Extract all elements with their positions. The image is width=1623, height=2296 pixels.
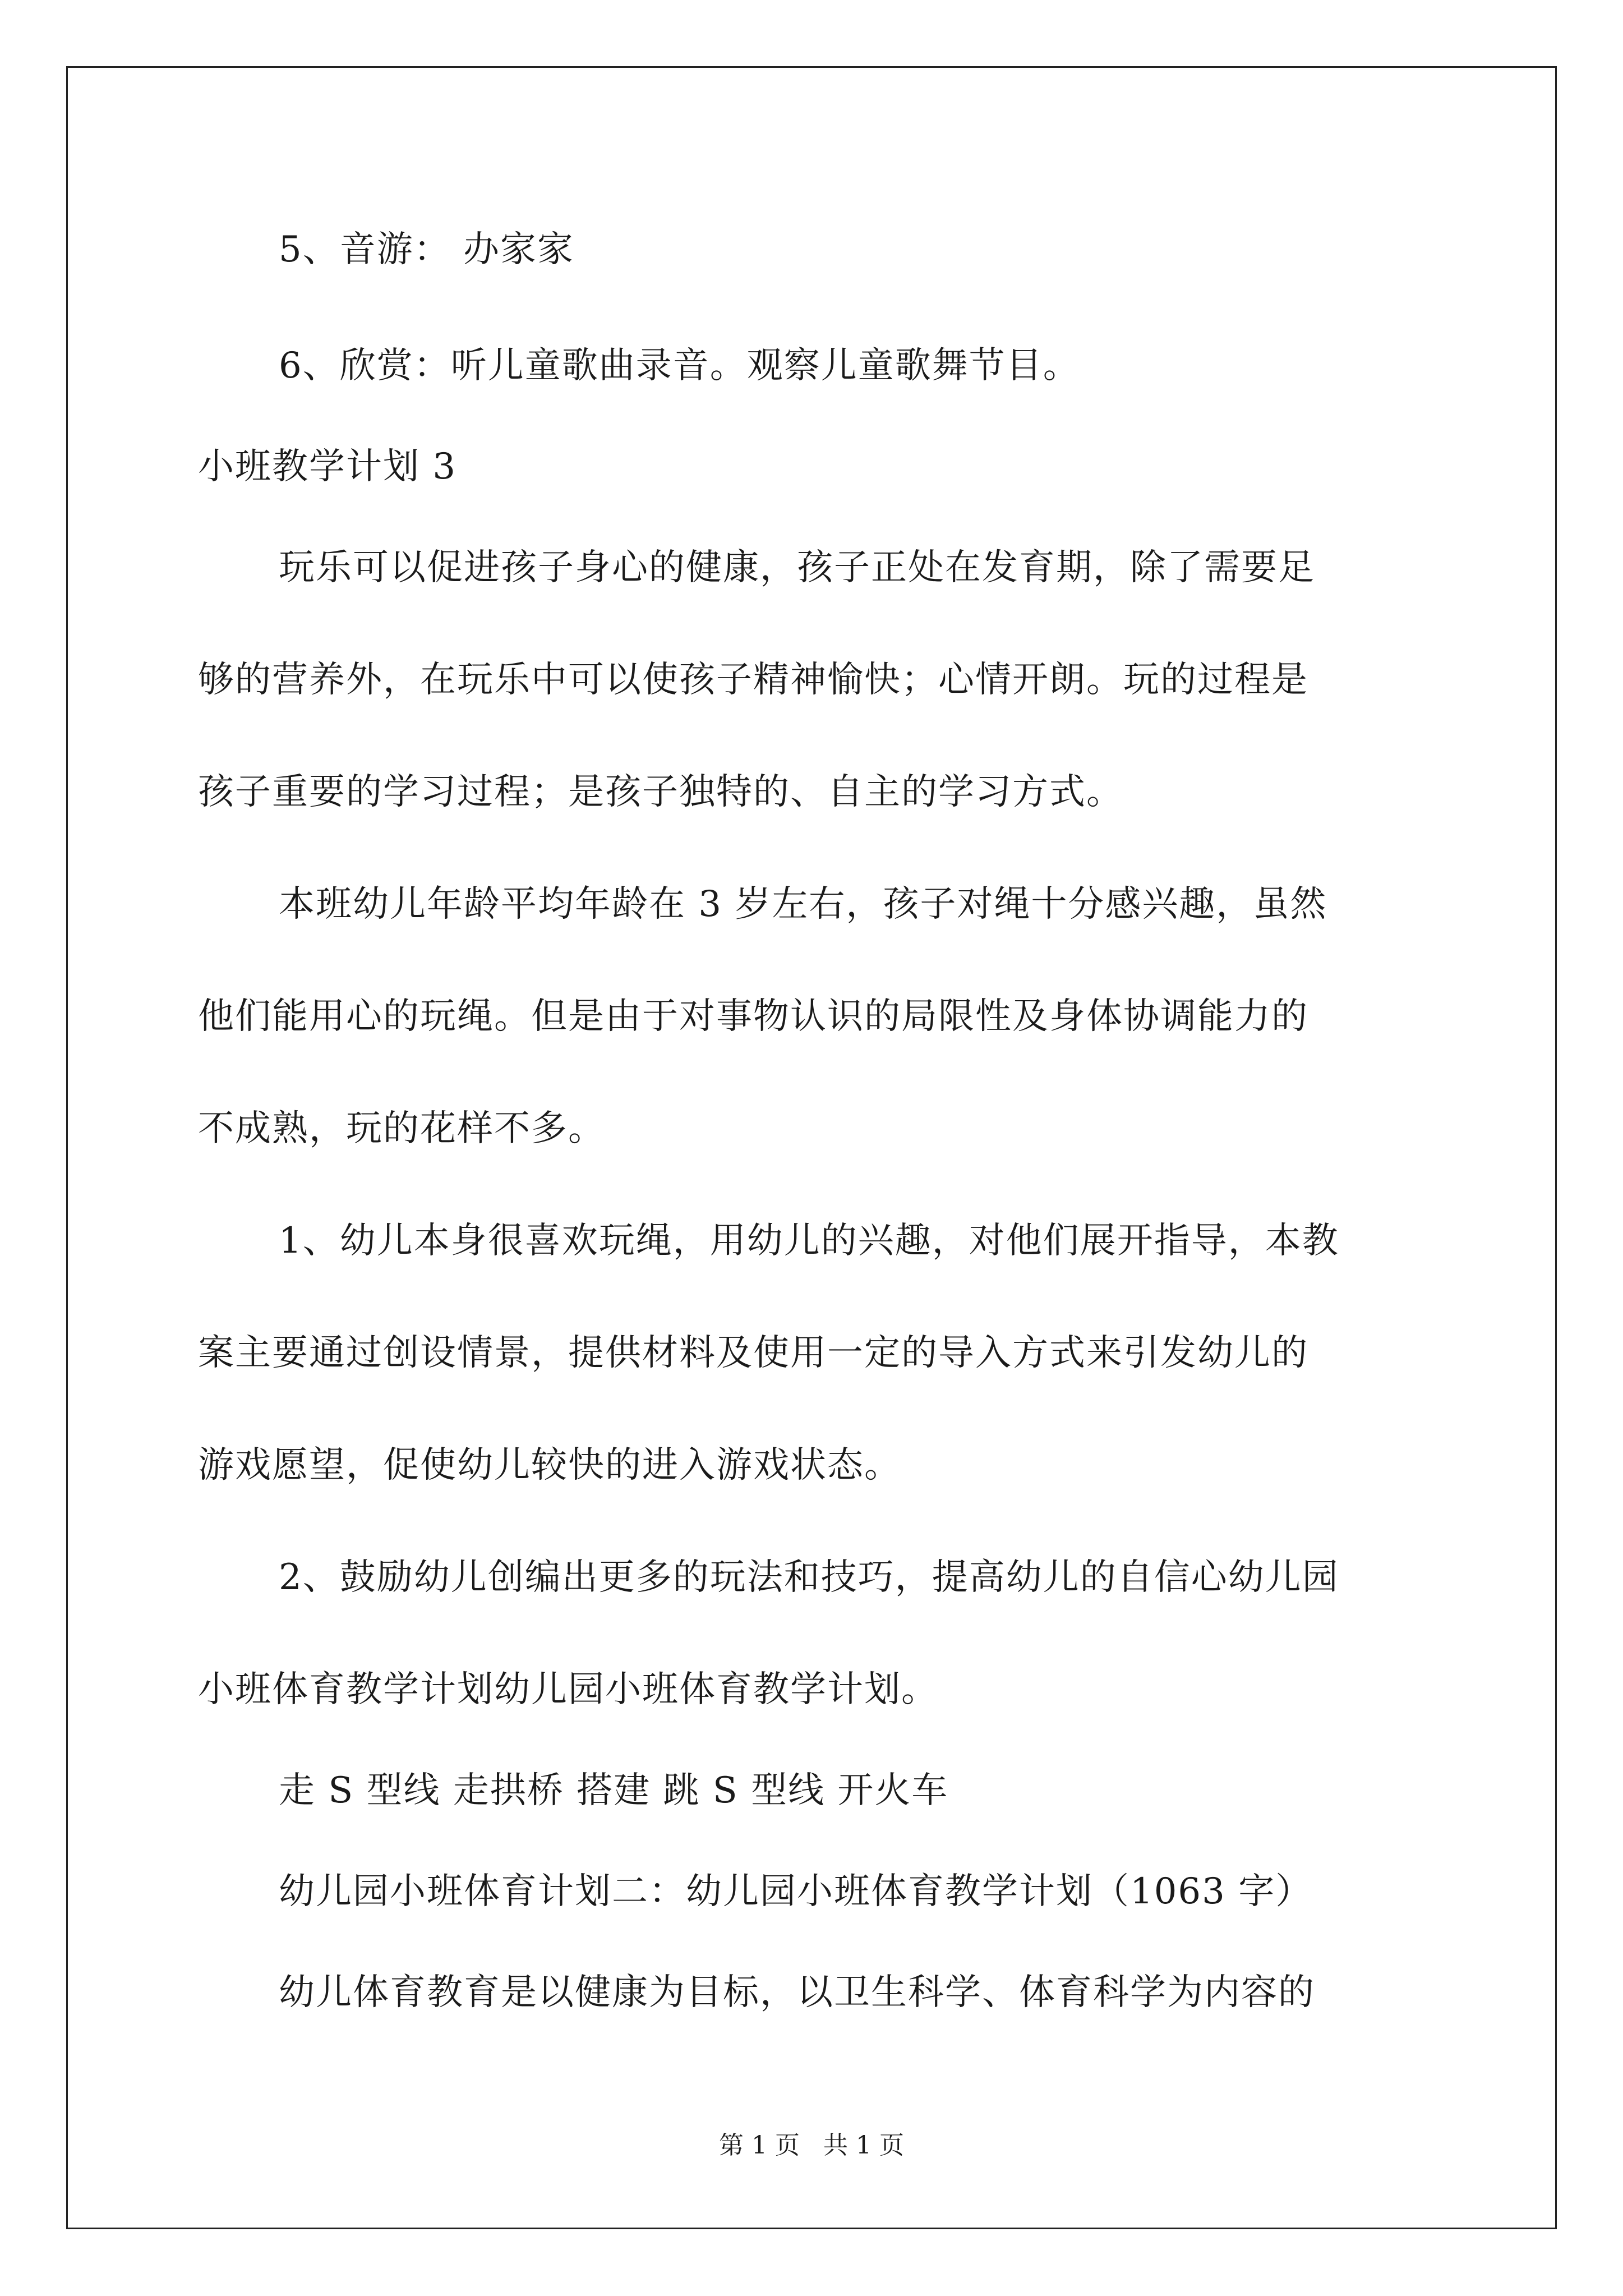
text-line-10: 1、幼儿本身很喜欢玩绳，用幼儿的兴趣，对他们展开指导，本教	[279, 1220, 1339, 1262]
text-line-17: 幼儿体育教育是以健康为目标，以卫生科学、体育科学为内容的	[279, 1972, 1315, 2013]
text-line-4: 玩乐可以促进孩子身心的健康，孩子正处在发育期，除了需要足	[279, 547, 1315, 588]
text-line-12: 游戏愿望，促使幼儿较快的进入游戏状态。	[198, 1444, 901, 1486]
text-line-8: 他们能用心的玩绳。但是由于对事物认识的局限性及身体协调能力的	[198, 996, 1308, 1037]
text-line-7: 本班幼儿年龄平均年龄在 3 岁左右，孩子对绳十分感兴趣，虽然	[279, 884, 1327, 925]
text-line-5: 够的营养外，在玩乐中可以使孩子精神愉快；心情开朗。玩的过程是	[198, 659, 1308, 701]
text-line-6: 孩子重要的学习过程；是孩子独特的、自主的学习方式。	[198, 771, 1123, 813]
section-heading: 小班教学计划 3	[198, 446, 457, 487]
text-line-9: 不成熟，玩的花样不多。	[198, 1108, 605, 1149]
text-line-13: 2、鼓励幼儿创编出更多的玩法和技巧，提高幼儿的自信心幼儿园	[279, 1557, 1339, 1598]
text-line-1: 5、音游： 办家家	[279, 229, 575, 270]
text-line-16: 幼儿园小班体育计划二：幼儿园小班体育教学计划（1063 字）	[279, 1871, 1313, 1912]
page-footer: 第 1 页 共 1 页	[719, 2131, 904, 2160]
text-line-11: 案主要通过创设情景，提供材料及使用一定的导入方式来引发幼儿的	[198, 1332, 1308, 1374]
text-line-15: 走 S 型线 走拱桥 搭建 跳 S 型线 开火车	[279, 1770, 949, 1811]
text-line-14: 小班体育教学计划幼儿园小班体育教学计划。	[198, 1669, 938, 1710]
text-line-2: 6、欣赏：听儿童歌曲录音。观察儿童歌舞节目。	[279, 345, 1080, 386]
